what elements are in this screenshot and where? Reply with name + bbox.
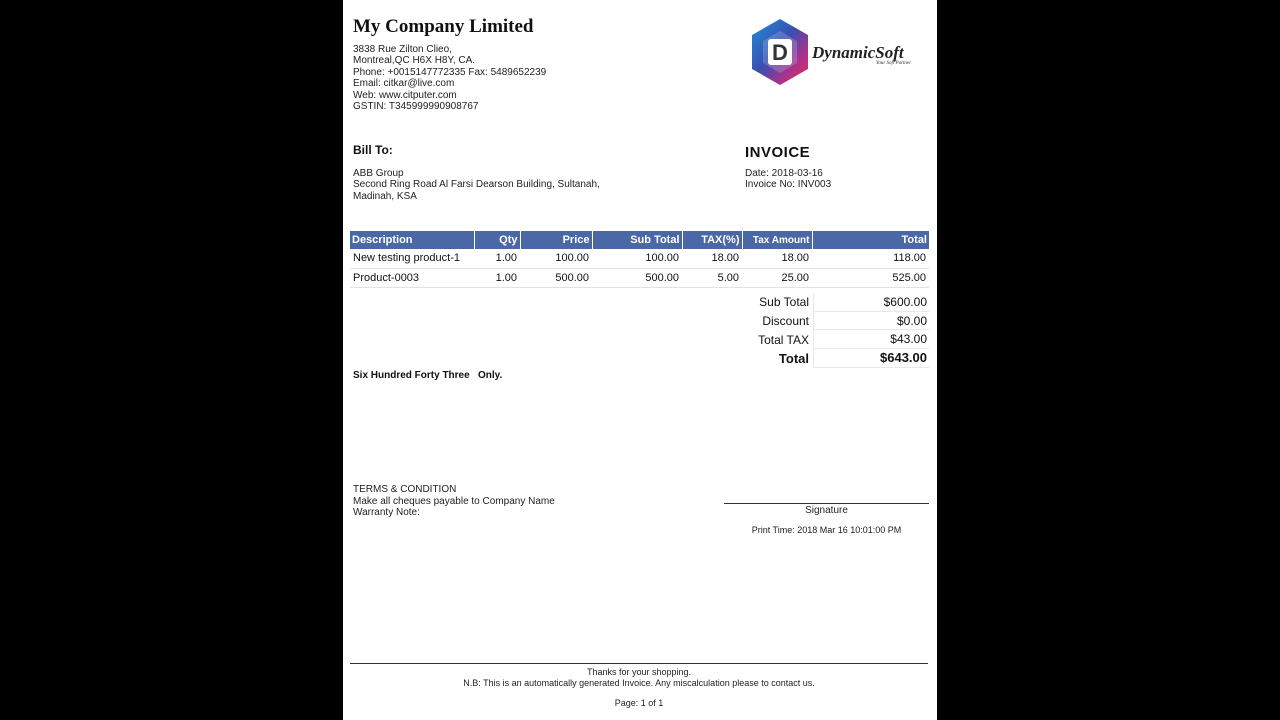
hexagon-logo-icon bbox=[748, 17, 812, 87]
company-address bbox=[353, 44, 546, 112]
invoice-date: Date: 2018-03-16 bbox=[745, 168, 823, 179]
sub-total-value: $600.00 bbox=[813, 293, 929, 312]
bill-to-line: Madinah, KSA bbox=[353, 190, 417, 202]
invoice-meta bbox=[745, 168, 831, 191]
cell-price: 500.00 bbox=[520, 268, 592, 287]
company-logo bbox=[748, 17, 924, 87]
cell-tax-percent: 5.00 bbox=[682, 268, 742, 287]
terms-title: TERMS & CONDITION bbox=[353, 484, 457, 495]
invoice-page bbox=[343, 0, 937, 720]
column-header-price: Price bbox=[520, 231, 592, 249]
cell-total: 525.00 bbox=[812, 268, 929, 287]
company-name: My Company Limited bbox=[353, 16, 534, 37]
column-header-tax-amount: Tax Amount bbox=[742, 231, 812, 249]
discount-row bbox=[738, 312, 929, 331]
grand-total-label: Total bbox=[778, 350, 809, 366]
discount-label: Discount bbox=[762, 314, 809, 329]
bill-to-line: ABB Group bbox=[353, 168, 404, 179]
line-items-table bbox=[350, 231, 929, 288]
amount-in-words: Six Hundred Forty Three Only. bbox=[353, 370, 503, 381]
page-number: Page: 1 of 1 bbox=[614, 698, 664, 708]
cell-price: 100.00 bbox=[520, 249, 592, 268]
company-web: Web: www.citputer.com bbox=[353, 89, 457, 101]
sub-total-label: Sub Total bbox=[759, 295, 809, 310]
totals-block bbox=[738, 293, 929, 368]
logo-brand-text: DynamicSoft bbox=[812, 43, 904, 62]
grand-total-row bbox=[738, 349, 929, 368]
cell-tax-percent: 18.00 bbox=[682, 249, 742, 268]
signature-label: Signature bbox=[805, 505, 848, 516]
invoice-number: Invoice No: INV003 bbox=[745, 179, 832, 191]
cell-tax-amount: 25.00 bbox=[742, 268, 812, 287]
total-tax-row bbox=[738, 330, 929, 349]
bill-to-line: Second Ring Road Al Farsi Dearson Building, Sultanah, bbox=[353, 179, 600, 191]
discount-value: $0.00 bbox=[813, 312, 929, 331]
company-gstin: GSTIN: T345999990908767 bbox=[353, 101, 479, 113]
print-time: Print Time: 2018 Mar 16 10:01:00 PM bbox=[751, 525, 902, 535]
footer-divider bbox=[350, 663, 928, 664]
cell-tax-amount: 18.00 bbox=[742, 249, 812, 268]
bill-to-label: Bill To: bbox=[353, 143, 393, 157]
column-header-total: Total bbox=[812, 231, 929, 249]
cell-qty: 1.00 bbox=[474, 249, 520, 268]
column-header-sub-total: Sub Total bbox=[592, 231, 682, 249]
column-header-qty: Qty bbox=[474, 231, 520, 249]
table-row bbox=[350, 249, 929, 268]
company-address-line: 3838 Rue Zilton Clieo, bbox=[353, 44, 452, 55]
footer-thanks: Thanks for your shopping. bbox=[586, 667, 692, 677]
logo-letter: D bbox=[772, 40, 788, 65]
cell-sub-total: 100.00 bbox=[592, 249, 682, 268]
table-header-row bbox=[350, 231, 929, 249]
bill-to-address bbox=[353, 168, 600, 202]
cell-qty: 1.00 bbox=[474, 268, 520, 287]
logo-tagline: Your Soft Partner bbox=[876, 61, 912, 66]
column-header-description: Description bbox=[350, 231, 474, 249]
terms-and-conditions bbox=[353, 484, 555, 519]
cell-description: New testing product-1 bbox=[350, 249, 474, 268]
footer bbox=[350, 667, 928, 688]
cell-total: 118.00 bbox=[812, 249, 929, 268]
grand-total-value: $643.00 bbox=[813, 349, 929, 368]
company-address-line: Montreal,QC H6X H8Y, CA. bbox=[353, 55, 476, 67]
column-header-tax-percent: TAX(%) bbox=[682, 231, 742, 249]
company-phone: Phone: +0015147772335 Fax: 5489652239 bbox=[353, 66, 547, 78]
cell-description: Product-0003 bbox=[350, 268, 474, 287]
sub-total-row bbox=[738, 293, 929, 312]
cell-sub-total: 500.00 bbox=[592, 268, 682, 287]
terms-line: Make all cheques payable to Company Name bbox=[353, 495, 555, 507]
invoice-title: INVOICE bbox=[745, 144, 811, 161]
terms-line: Warranty Note: bbox=[353, 507, 420, 519]
signature-line bbox=[724, 503, 929, 504]
total-tax-label: Total TAX bbox=[758, 332, 809, 347]
total-tax-value: $43.00 bbox=[813, 330, 929, 349]
footer-note: N.B: This is an automatically generated Invoice. Any miscalculation please to contact us. bbox=[463, 677, 815, 688]
table-row bbox=[350, 268, 929, 287]
company-email: Email: citkar@live.com bbox=[353, 78, 455, 90]
